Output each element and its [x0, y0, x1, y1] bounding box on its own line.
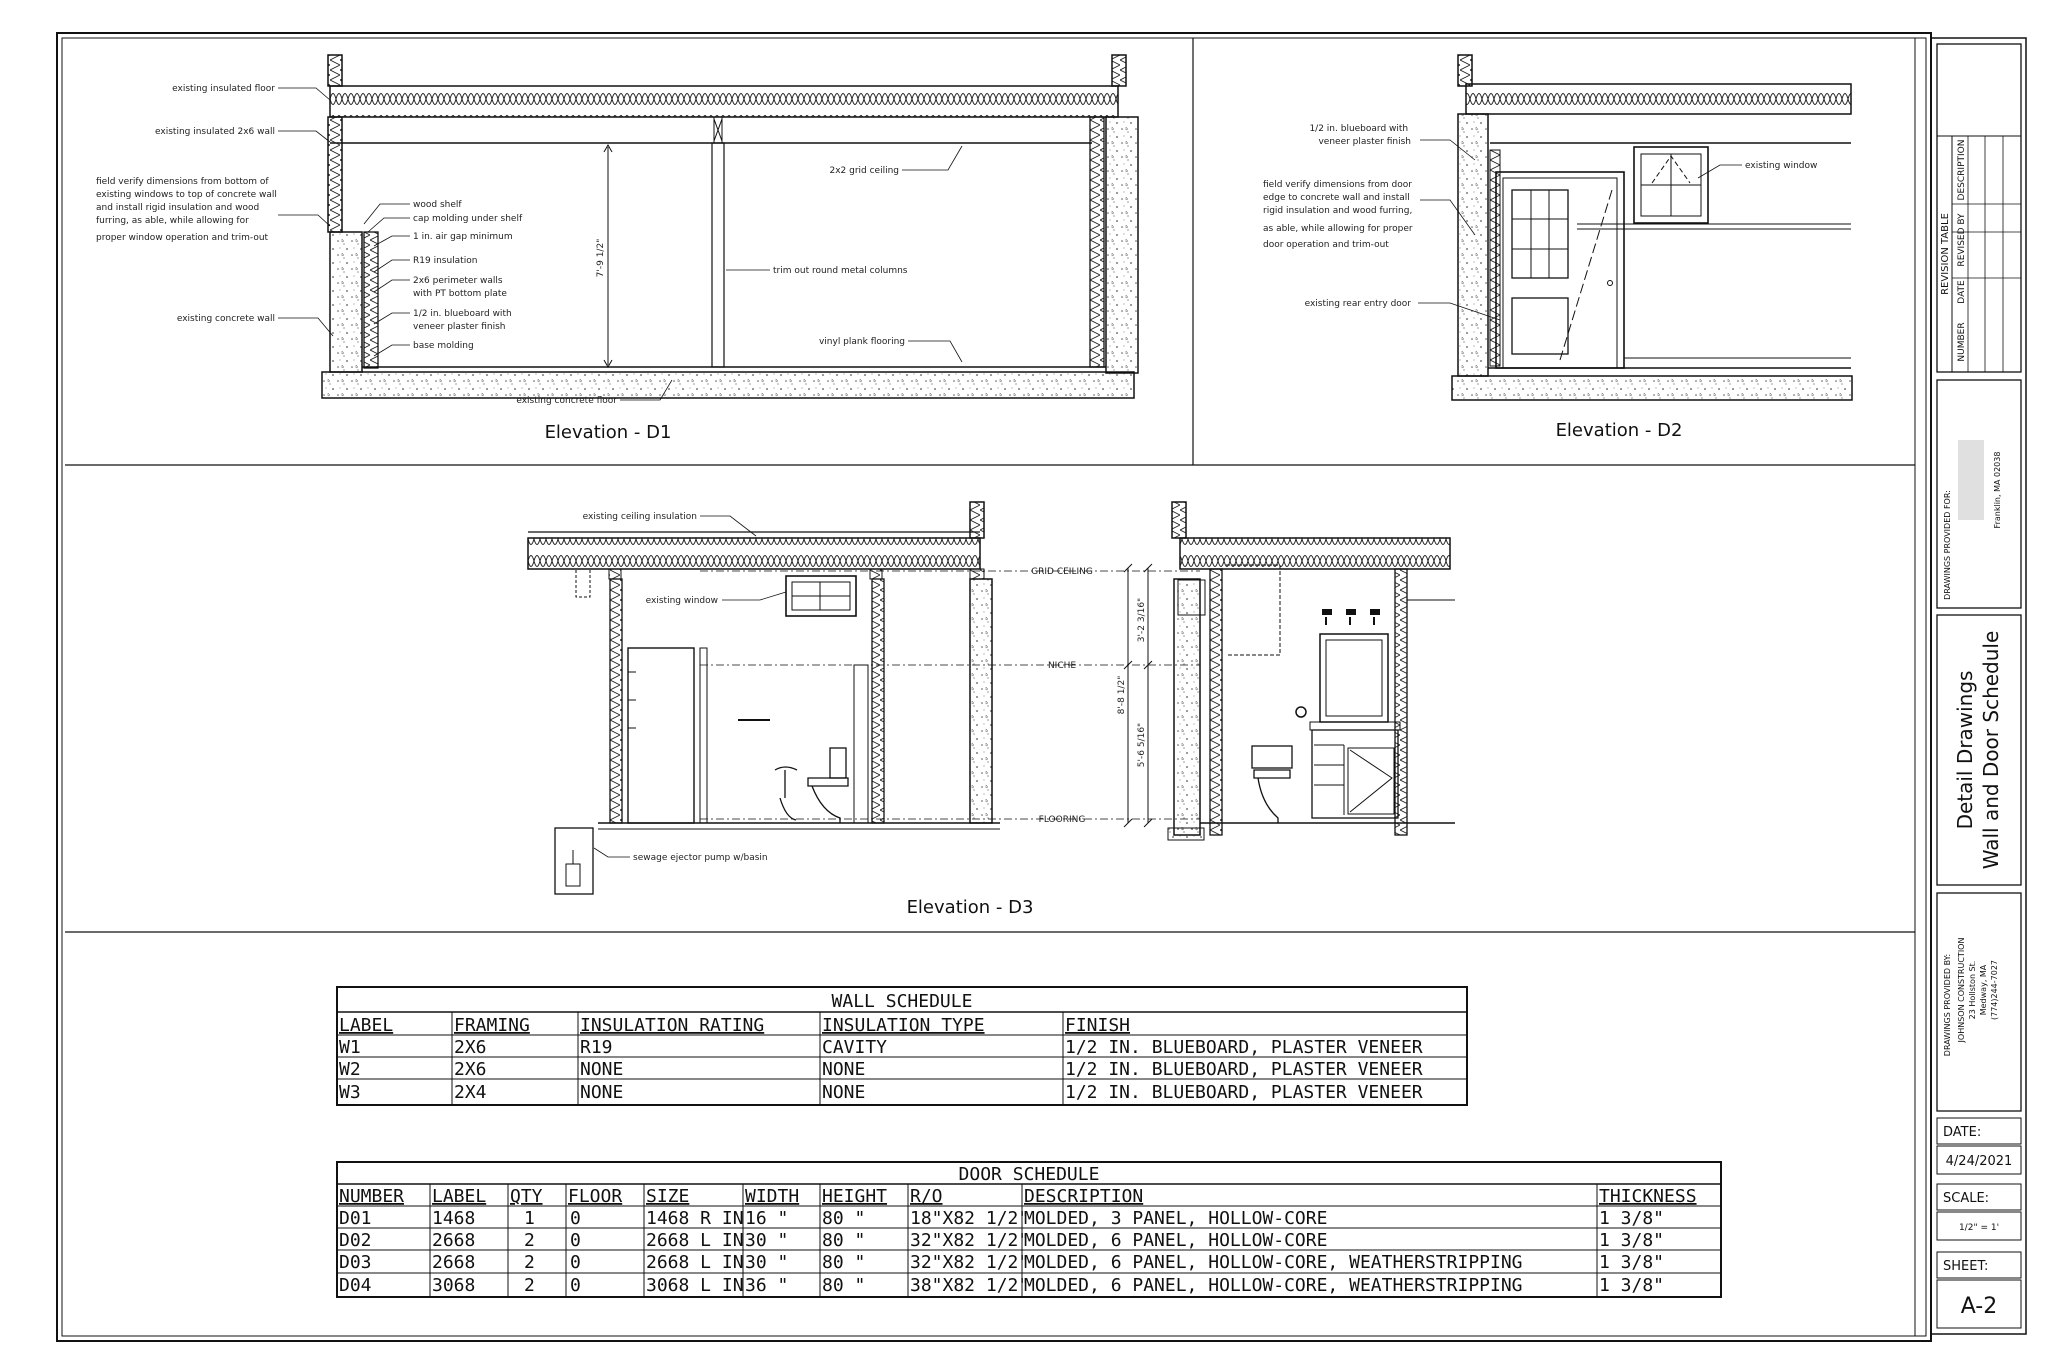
door-cell: 80 "	[822, 1275, 866, 1296]
sheet-label: SHEET:	[1943, 1259, 1989, 1274]
door-cell: MOLDED, 6 PANEL, HOLLOW-CORE, WEATHERSTRIPPING	[1024, 1252, 1523, 1273]
wall-schedule-header	[339, 1015, 1130, 1036]
wall-cell: NONE	[822, 1082, 866, 1103]
wall-header-label: LABEL	[339, 1015, 394, 1036]
door-cell: 0	[570, 1252, 581, 1273]
door-cell: 1 3/8"	[1599, 1252, 1665, 1273]
table-row	[339, 1037, 1423, 1058]
door-cell: 0	[570, 1230, 581, 1251]
door-header-qty: QTY	[510, 1186, 543, 1207]
door-header-description: DESCRIPTION	[1024, 1186, 1144, 1207]
d2-label-window: existing window	[1745, 161, 1818, 171]
d2-label-field-verify: field verify dimensions from door edge to concrete wall and install rigid insulation and wood furring, as able, while allowing for proper door operation and trim-out	[1263, 180, 1413, 250]
scale-label: SCALE:	[1943, 1191, 1990, 1206]
wall-header-finish: FINISH	[1065, 1015, 1131, 1036]
d1-label-concrete-wall: existing concrete wall	[176, 314, 275, 324]
door-cell: 32"X82 1/2"	[910, 1230, 1030, 1251]
door-cell: 0	[570, 1208, 581, 1229]
sheet-number: A-2	[1960, 1294, 1998, 1319]
wall-header-framing: FRAMING	[454, 1015, 530, 1036]
door-cell: 2	[524, 1252, 535, 1273]
elevation-d3	[528, 502, 1455, 918]
door-cell: 1 3/8"	[1599, 1230, 1665, 1251]
d3-level-grid-ceiling: GRID CEILING	[1031, 567, 1093, 577]
d1-label-perimeter-walls: 2x6 perimeter walls with PT bottom plate	[413, 276, 507, 299]
door-cell: 30 "	[745, 1230, 789, 1251]
wall-cell: R19	[580, 1037, 613, 1058]
wall-cell: CAVITY	[822, 1037, 888, 1058]
door-cell: 3068 L IN	[646, 1275, 744, 1296]
d1-label-wood-shelf: wood shelf	[413, 200, 462, 210]
d1-label-insulated-floor: existing insulated floor	[172, 84, 275, 94]
d3-dim-upper: 3'-2 3/16"	[1137, 597, 1147, 643]
revision-table	[1937, 44, 2021, 372]
door-cell: MOLDED, 6 PANEL, HOLLOW-CORE	[1024, 1230, 1328, 1251]
door-header-floor: FLOOR	[568, 1186, 623, 1207]
door-cell: MOLDED, 6 PANEL, HOLLOW-CORE, WEATHERSTRIPPING	[1024, 1275, 1523, 1296]
door-header-ro: R/O	[910, 1186, 943, 1207]
d1-ceiling-insulation	[330, 86, 1118, 117]
d3-level-flooring: FLOORING	[1038, 815, 1086, 825]
door-header-height: HEIGHT	[822, 1186, 888, 1207]
door-header-number: NUMBER	[339, 1186, 405, 1207]
d1-label-trim-columns: trim out round metal columns	[773, 266, 908, 276]
door-cell: 1468 R IN	[646, 1208, 744, 1229]
door-cell: 3068	[432, 1275, 476, 1296]
door-cell: 2668	[432, 1230, 476, 1251]
door-cell: 38"X82 1/2"	[910, 1275, 1030, 1296]
d1-label-vinyl-flooring: vinyl plank flooring	[818, 337, 905, 347]
door-cell: 36 "	[745, 1275, 789, 1296]
door-cell: 80 "	[822, 1230, 866, 1251]
elevation-d1	[96, 55, 1138, 443]
d1-label-insulated-wall: existing insulated 2x6 wall	[155, 127, 275, 137]
table-row	[339, 1082, 1423, 1103]
redacted-name	[1958, 440, 1984, 520]
scale-value: 1/2" = 1'	[1958, 1223, 2000, 1233]
wall-cell: 2X4	[454, 1082, 487, 1103]
door-cell: 2668 L IN	[646, 1252, 744, 1273]
door-cell: 1 3/8"	[1599, 1208, 1665, 1229]
door-cell: 2	[524, 1275, 535, 1296]
wall-cell: 2X6	[454, 1059, 487, 1080]
wall-header-insulation-rating: INSULATION RATING	[580, 1015, 765, 1036]
door-cell: 2668 L IN	[646, 1230, 744, 1251]
wall-cell: 2X6	[454, 1037, 487, 1058]
wall-cell: NONE	[580, 1082, 624, 1103]
provided-for-label: DRAWINGS PROVIDED FOR:	[1943, 490, 1952, 600]
door-schedule-title: DOOR SCHEDULE	[958, 1164, 1100, 1185]
door-cell: 1468	[432, 1208, 476, 1229]
revision-header-revised-by: REVISED BY	[1957, 213, 1967, 267]
wall-cell: W1	[339, 1037, 361, 1058]
wall-schedule-title: WALL SCHEDULE	[831, 991, 973, 1012]
date-label: DATE:	[1943, 1125, 1982, 1140]
door-header-thickness: THICKNESS	[1599, 1186, 1697, 1207]
date-value: 4/24/2021	[1945, 1154, 2013, 1169]
wall-schedule	[337, 987, 1467, 1105]
wall-cell: W3	[339, 1082, 361, 1103]
table-row	[339, 1252, 1664, 1273]
provided-by-label: DRAWINGS PROVIDED BY:	[1943, 953, 1952, 1057]
table-row	[339, 1208, 1664, 1229]
table-row	[339, 1275, 1664, 1296]
door-cell: D03	[339, 1252, 372, 1273]
d3-dim-lower: 5'-6 5/16"	[1137, 722, 1147, 768]
provided-by-street: 23 Hollston St.	[1968, 960, 1977, 1020]
d1-label-r19: R19 insulation	[413, 256, 478, 266]
door-cell: 80 "	[822, 1208, 866, 1229]
door-cell: 1	[524, 1208, 535, 1229]
door-header-label: LABEL	[432, 1186, 487, 1207]
d3-dim-total: 8'-8 1/2"	[1117, 675, 1127, 715]
d1-label-field-verify: field verify dimensions from bottom of existing windows to top of concrete wall and install rigid insulation and wood furring, as able, while allowing for proper window operation and trim-out	[96, 177, 277, 243]
d1-round-column	[712, 143, 724, 367]
d3-title: Elevation - D3	[906, 897, 1034, 918]
wall-cell: NONE	[580, 1059, 624, 1080]
d2-title: Elevation - D2	[1555, 420, 1683, 441]
d3-label-pump: sewage ejector pump w/basin	[633, 853, 768, 863]
provided-for-location: Franklin, MA 02038	[1993, 451, 2002, 529]
door-schedule	[337, 1162, 1721, 1297]
wall-cell: 1/2 IN. BLUEBOARD, PLASTER VENEER	[1065, 1037, 1423, 1058]
table-row	[339, 1059, 1423, 1080]
provided-by-city: Medway, MA	[1979, 964, 1988, 1016]
wall-cell: W2	[339, 1059, 361, 1080]
d1-label-grid-ceiling: 2x2 grid ceiling	[829, 166, 899, 176]
d2-label-blueboard: 1/2 in. blueboard with veneer plaster finish	[1309, 124, 1411, 147]
provided-by-company: JOHNSON CONSTRUCTION	[1957, 937, 1966, 1043]
door-cell: 80 "	[822, 1252, 866, 1273]
door-header-width: WIDTH	[745, 1186, 800, 1207]
d3-label-ceiling-insulation: existing ceiling insulation	[582, 512, 697, 522]
wall-cell: 1/2 IN. BLUEBOARD, PLASTER VENEER	[1065, 1059, 1423, 1080]
door-cell: MOLDED, 3 PANEL, HOLLOW-CORE	[1024, 1208, 1328, 1229]
d2-label-rear-door: existing rear entry door	[1304, 299, 1411, 309]
door-cell: 1 3/8"	[1599, 1275, 1665, 1296]
d1-label-blueboard: 1/2 in. blueboard with veneer plaster finish	[413, 309, 512, 332]
door-cell: D01	[339, 1208, 372, 1229]
revision-header-number: NUMBER	[1957, 322, 1967, 362]
door-cell: D02	[339, 1230, 372, 1251]
title-block	[1931, 38, 2026, 1334]
door-header-size: SIZE	[646, 1186, 690, 1207]
sheet-title-line1: Detail Drawings	[1953, 670, 1977, 830]
door-cell: 0	[570, 1275, 581, 1296]
d1-label-base-molding: base molding	[413, 341, 474, 351]
table-row	[339, 1230, 1664, 1251]
d1-height-dimension: 7'-9 1/2"	[596, 238, 606, 278]
sheet-title-line2: Wall and Door Schedule	[1979, 630, 2003, 870]
d3-pump-basin	[555, 828, 593, 894]
d1-label-concrete-floor: existing concrete floor	[516, 396, 617, 406]
door-schedule-header	[339, 1186, 1697, 1207]
door-cell: 2	[524, 1230, 535, 1251]
wall-cell: 1/2 IN. BLUEBOARD, PLASTER VENEER	[1065, 1082, 1423, 1103]
door-cell: 16 "	[745, 1208, 789, 1229]
elevation-d2	[1263, 55, 1852, 441]
d2-rear-entry-door	[1496, 172, 1624, 368]
d1-label-cap-molding: cap molding under shelf	[413, 214, 523, 224]
d1-concrete-wall-left	[330, 232, 362, 372]
d3-label-window: existing window	[645, 596, 718, 606]
d3-level-niche: NICHE	[1047, 661, 1077, 671]
door-cell: 18"X82 1/2"	[910, 1208, 1030, 1229]
wall-cell: NONE	[822, 1059, 866, 1080]
d1-title: Elevation - D1	[544, 422, 672, 443]
door-cell: 2668	[432, 1252, 476, 1273]
door-cell: 30 "	[745, 1252, 789, 1273]
provided-by-phone: (774)244-7027	[1990, 959, 1999, 1021]
d1-label-air-gap: 1 in. air gap minimum	[413, 232, 513, 242]
revision-header-description: DESCRIPTION	[1957, 139, 1967, 201]
revision-table-title: REVISION TABLE	[1940, 213, 1951, 295]
d1-concrete-floor	[322, 372, 1134, 398]
door-cell: D04	[339, 1275, 372, 1296]
wall-header-insulation-type: INSULATION TYPE	[822, 1015, 985, 1036]
door-cell: 32"X82 1/2"	[910, 1252, 1030, 1273]
revision-header-date: DATE	[1957, 280, 1967, 304]
